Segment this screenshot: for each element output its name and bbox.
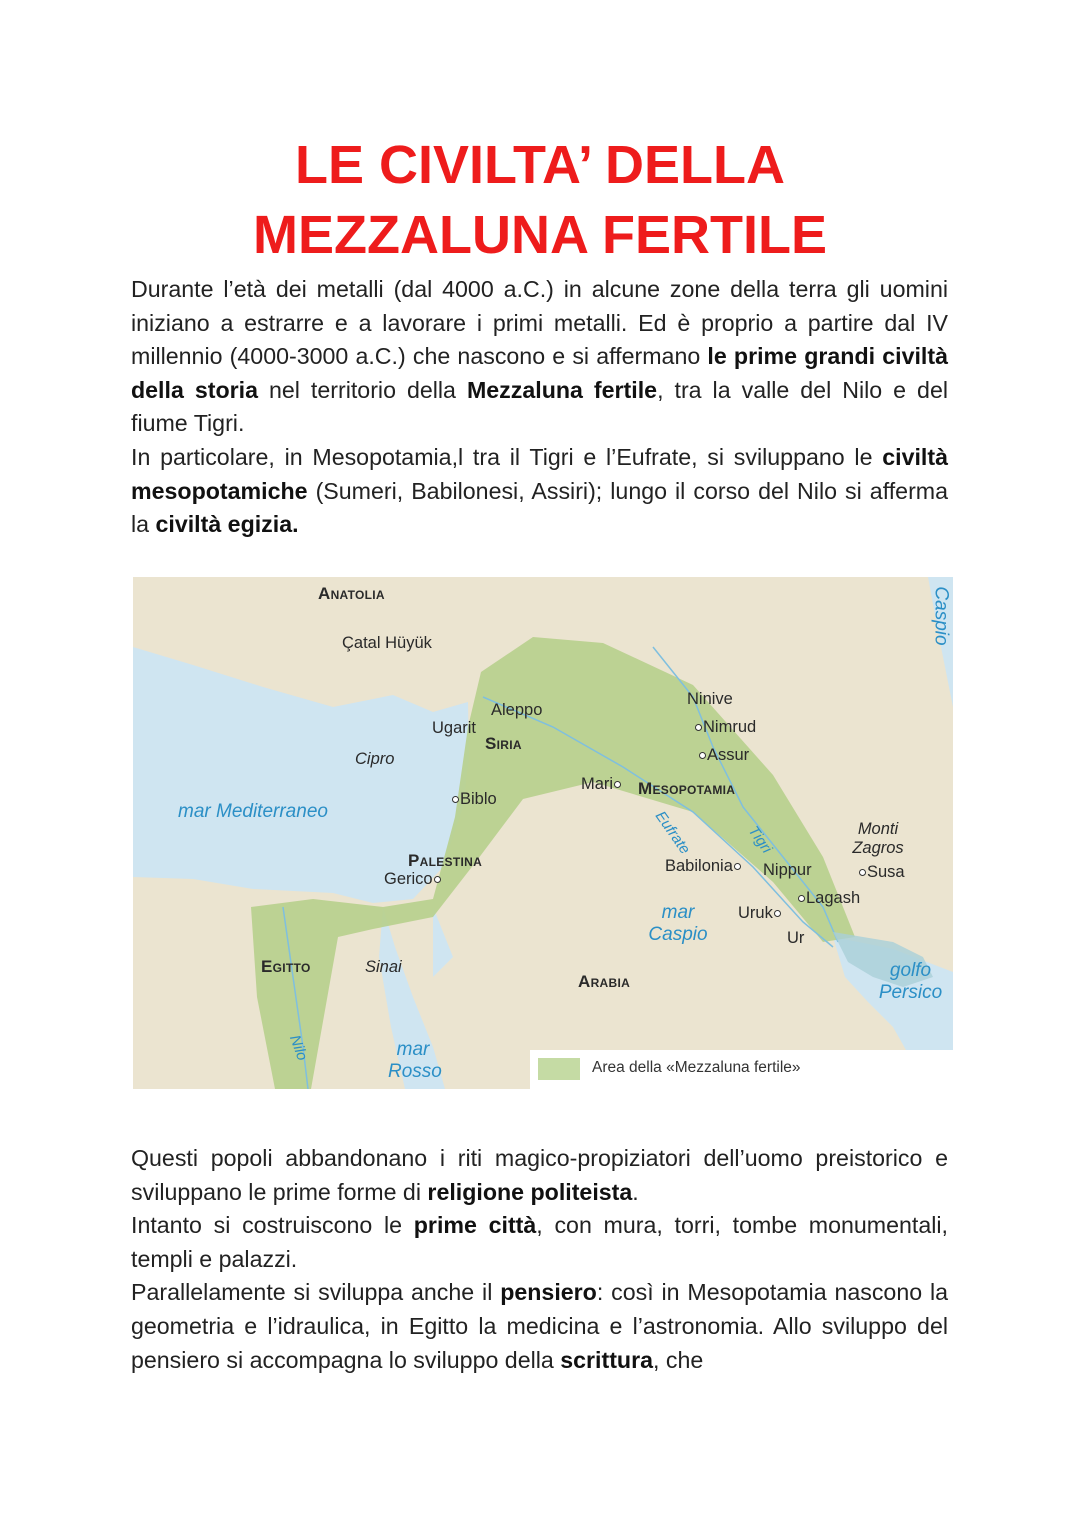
city-susa bbox=[858, 863, 905, 882]
city-lagash bbox=[797, 889, 860, 908]
city-uruk bbox=[738, 904, 782, 923]
sea-mediterraneo: mar Mediterraneo bbox=[178, 801, 328, 822]
city-uruk-label: Uruk bbox=[738, 904, 773, 922]
city-susa-label: Susa bbox=[867, 863, 905, 881]
text-segment: Durante l’età dei metalli (dal 4000 a.C.) in alcune zone della terra gli uomini iniziano a estrarre e a lavorare i primi metalli. Ed è proprio a partire dal IV millennio (4000-3000 a.C.) che nascono e si affermano bbox=[131, 276, 948, 370]
city-babilonia-label: Babilonia bbox=[665, 857, 733, 875]
city-nimrud bbox=[694, 718, 756, 737]
text-segment: In particolare, in Mesopotamia,l tra il Tigri e l’Eufrate, si sviluppano le bbox=[131, 443, 883, 470]
text-segment: , tra la valle del Nilo e del fiume Tigri. bbox=[131, 376, 949, 437]
text-segment: . bbox=[632, 1178, 639, 1205]
bold-text: le prime grandi civiltà della storia bbox=[131, 343, 948, 403]
body-paragraph bbox=[131, 1142, 948, 1377]
city-dot bbox=[774, 910, 781, 917]
river-nilo: Nilo bbox=[285, 1032, 311, 1063]
region-siria: Siria bbox=[485, 734, 522, 753]
city-dot bbox=[434, 876, 441, 883]
city-ugarit: Ugarit bbox=[432, 719, 477, 737]
sea-caspio-label: mar Caspio bbox=[648, 902, 708, 945]
page-title bbox=[0, 130, 1080, 270]
place-monti-zagros: Monti Zagros bbox=[852, 820, 904, 857]
text-segment: , che bbox=[653, 1346, 704, 1373]
city-dot bbox=[734, 863, 741, 870]
text-segment: Questi popoli abbandonano i riti magico-propiziatori dell’uomo preistorico e sviluppano le prime forme di bbox=[131, 1145, 948, 1205]
bold-text: scrittura bbox=[560, 1346, 654, 1373]
title-line-1: LE CIVILTA’ DELLA bbox=[294, 135, 785, 195]
city-assur-label: Assur bbox=[707, 746, 750, 764]
city-catal-huyuk: Çatal Hüyük bbox=[342, 634, 432, 652]
region-anatolia: Anatolia bbox=[318, 584, 385, 603]
fertile-crescent-map bbox=[133, 577, 953, 1089]
bold-text: civiltà mesopotamiche bbox=[131, 443, 948, 504]
region-arabia: Arabia bbox=[578, 972, 631, 991]
bold-text: civiltà egizia. bbox=[155, 511, 299, 538]
legend-label: Area della «Mezzaluna fertile» bbox=[592, 1059, 801, 1076]
river-eufrate: Eufrate bbox=[651, 808, 694, 858]
city-biblo-label: Biblo bbox=[460, 790, 497, 808]
city-babilonia bbox=[665, 857, 742, 876]
text-segment: (Sumeri, Babilonesi, Assiri); lungo il corso del Nilo si afferma la bbox=[131, 477, 948, 538]
city-nimrud-label: Nimrud bbox=[703, 718, 757, 736]
region-palestina: Palestina bbox=[408, 851, 483, 870]
city-dot bbox=[859, 869, 866, 876]
bold-text: Mezzaluna fertile bbox=[466, 376, 658, 403]
legend-swatch bbox=[538, 1058, 580, 1080]
place-cipro: Cipro bbox=[355, 750, 395, 768]
map-legend bbox=[530, 1050, 953, 1089]
text-segment: nel territorio della bbox=[257, 376, 467, 403]
title-line-2: MEZZALUNA FERTILE bbox=[253, 205, 827, 265]
city-gerico-label: Gerico bbox=[384, 870, 433, 888]
map-graphic bbox=[133, 577, 953, 1089]
text-segment: Parallelamente si sviluppa anche il bbox=[131, 1279, 501, 1306]
city-ur: Ur bbox=[787, 929, 805, 947]
city-mari-label: Mari bbox=[581, 775, 614, 793]
bold-text: prime città bbox=[413, 1212, 537, 1239]
city-aleppo: Aleppo bbox=[491, 701, 543, 719]
city-dot bbox=[798, 895, 805, 902]
city-dot bbox=[614, 781, 621, 788]
city-dot bbox=[452, 796, 459, 803]
city-mari bbox=[581, 775, 622, 794]
text-segment: , con mura, torri, tombe monumentali, templi e palazzi. bbox=[131, 1212, 949, 1272]
sea-rosso: mar Rosso bbox=[388, 1039, 442, 1082]
region-egitto: Egitto bbox=[261, 957, 311, 976]
city-lagash-label: Lagash bbox=[806, 889, 861, 907]
golfo-persico: golfo Persico bbox=[878, 960, 943, 1003]
text-segment: : così in Mesopotamia nascono la geometria e l’idraulica, in Egitto la medicina e l’astronomia. Allo sviluppo del pensiero si accompagna lo sviluppo della bbox=[131, 1279, 949, 1373]
bold-text: pensiero bbox=[500, 1279, 597, 1306]
city-nippur: Nippur bbox=[763, 861, 812, 879]
region-mesopotamia: Mesopotamia bbox=[638, 779, 736, 798]
text-segment: Intanto si costruiscono le bbox=[131, 1212, 414, 1239]
city-gerico bbox=[384, 870, 442, 889]
city-ninive: Ninive bbox=[687, 690, 733, 708]
city-biblo bbox=[451, 790, 497, 809]
river-tigri: Tigri bbox=[744, 822, 776, 857]
bold-text: religione politeista bbox=[427, 1178, 633, 1205]
intro-paragraph bbox=[131, 273, 948, 542]
city-dot bbox=[699, 752, 706, 759]
caspio-sea-label: Caspio bbox=[930, 586, 952, 646]
city-assur bbox=[698, 746, 749, 765]
place-sinai: Sinai bbox=[365, 958, 402, 976]
city-dot bbox=[695, 724, 702, 731]
